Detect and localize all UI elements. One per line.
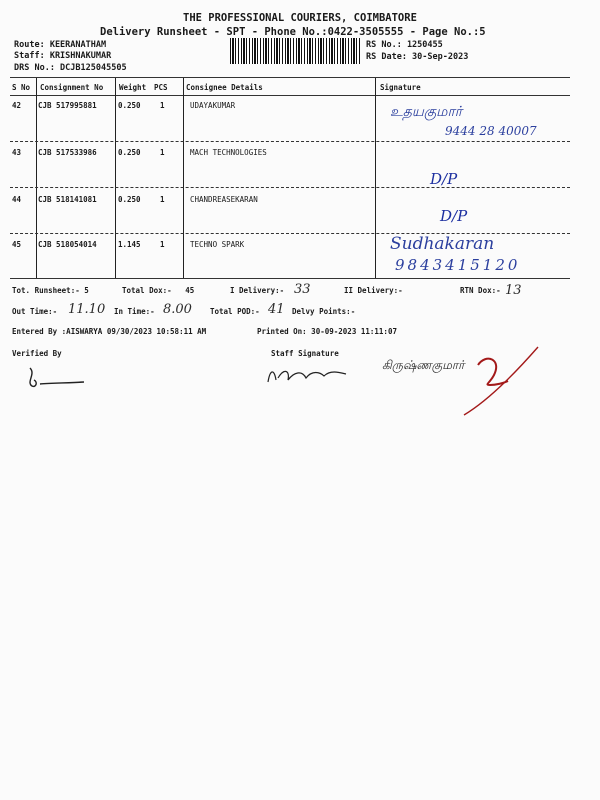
row-sno: 43: [12, 148, 22, 157]
row-consignee: MACH TECHNOLOGIES: [190, 148, 267, 157]
row-signature-phone: 9444 28 40007: [445, 124, 537, 138]
row-signature: D/P: [430, 170, 458, 188]
row-weight: 1.145: [118, 240, 141, 249]
row-weight: 0.250: [118, 101, 141, 110]
col-divider: [375, 78, 376, 278]
row-consignment: CJB 517533986: [38, 148, 97, 157]
row-weight: 0.250: [118, 195, 141, 204]
row-signature: Sudhakaran: [390, 234, 495, 254]
row-consignee: CHANDREASEKARAN: [190, 195, 258, 204]
ii-delivery-label: II Delivery:-: [344, 286, 403, 295]
out-time-label: Out Time:-: [12, 307, 58, 316]
i-delivery-label: I Delivery:-: [230, 286, 285, 295]
row-sno: 42: [12, 101, 22, 110]
red-pen-mark: [450, 335, 550, 425]
row-consignee: UDAYAKUMAR: [190, 101, 236, 110]
route-label: Route: KEERANATHAM: [14, 40, 107, 50]
row-signature-phone: 9843415120: [395, 256, 521, 274]
tot-runsheet: Tot. Runsheet:- 5: [12, 286, 89, 295]
table-header-border: [10, 95, 570, 96]
barcode-image: [230, 38, 360, 64]
verified-signature: [22, 364, 92, 394]
row-divider: [10, 141, 570, 142]
row-pcs: 1: [160, 101, 165, 110]
printed-on: Printed On: 30-09-2023 11:11:07: [257, 327, 397, 336]
row-consignment: CJB 517995881: [38, 101, 97, 110]
row-consignment: CJB 518054014: [38, 240, 97, 249]
row-weight: 0.250: [118, 148, 141, 157]
company-title: THE PROFESSIONAL COURIERS, COIMBATORE: [183, 12, 417, 24]
staff-signature-image: [262, 360, 352, 388]
col-header-consignment: Consignment No: [40, 83, 104, 92]
row-signature: D/P: [440, 207, 468, 225]
col-divider: [183, 78, 184, 278]
col-header-consignee: Consignee Details: [186, 83, 263, 92]
row-pcs: 1: [160, 148, 165, 157]
staff-name-handwritten: கிருஷ்ணகுமார்: [382, 358, 465, 372]
row-consignee: TECHNO SPARK: [190, 240, 245, 249]
staff-label: Staff: KRISHNAKUMAR: [14, 51, 112, 61]
verified-by-label: Verified By: [12, 349, 62, 358]
row-divider: [10, 187, 570, 188]
i-delivery-value: 33: [294, 282, 311, 297]
entered-by: Entered By :AISWARYA 09/30/2023 10:58:11 AM: [12, 327, 207, 336]
row-sno: 45: [12, 240, 22, 249]
rs-number: RS No.: 1250455: [366, 40, 443, 50]
in-time-value: 8.00: [163, 302, 192, 317]
delvy-points-label: Delvy Points:-: [292, 307, 356, 316]
row-signature: உதயகுமார்: [390, 104, 463, 120]
table-bottom-border: [10, 278, 570, 279]
staff-signature-label: Staff Signature: [271, 349, 339, 358]
col-header-weight: Weight: [119, 83, 147, 92]
col-header-pcs: PCS: [154, 83, 168, 92]
col-divider: [36, 78, 37, 278]
drs-number: DRS No.: DCJB125045505: [14, 63, 127, 73]
col-header-sno: S No: [12, 83, 31, 92]
total-pod-value: 41: [268, 302, 285, 317]
table-top-border: [10, 77, 570, 78]
row-consignment: CJB 518141081: [38, 195, 97, 204]
row-pcs: 1: [160, 240, 165, 249]
total-dox: Total Dox:- 45: [122, 286, 195, 295]
rtn-dox-value: 13: [505, 283, 522, 298]
in-time-label: In Time:-: [114, 307, 155, 316]
row-pcs: 1: [160, 195, 165, 204]
out-time-value: 11.10: [68, 302, 106, 317]
row-sno: 44: [12, 195, 22, 204]
runsheet-subtitle: Delivery Runsheet - SPT - Phone No.:0422-3505555 - Page No.:5: [100, 26, 486, 38]
col-header-signature: Signature: [380, 83, 421, 92]
col-divider: [115, 78, 116, 278]
rtn-dox-label: RTN Dox:-: [460, 286, 501, 295]
rs-date: RS Date: 30-Sep-2023: [366, 52, 469, 62]
total-pod-label: Total POD:-: [210, 307, 260, 316]
